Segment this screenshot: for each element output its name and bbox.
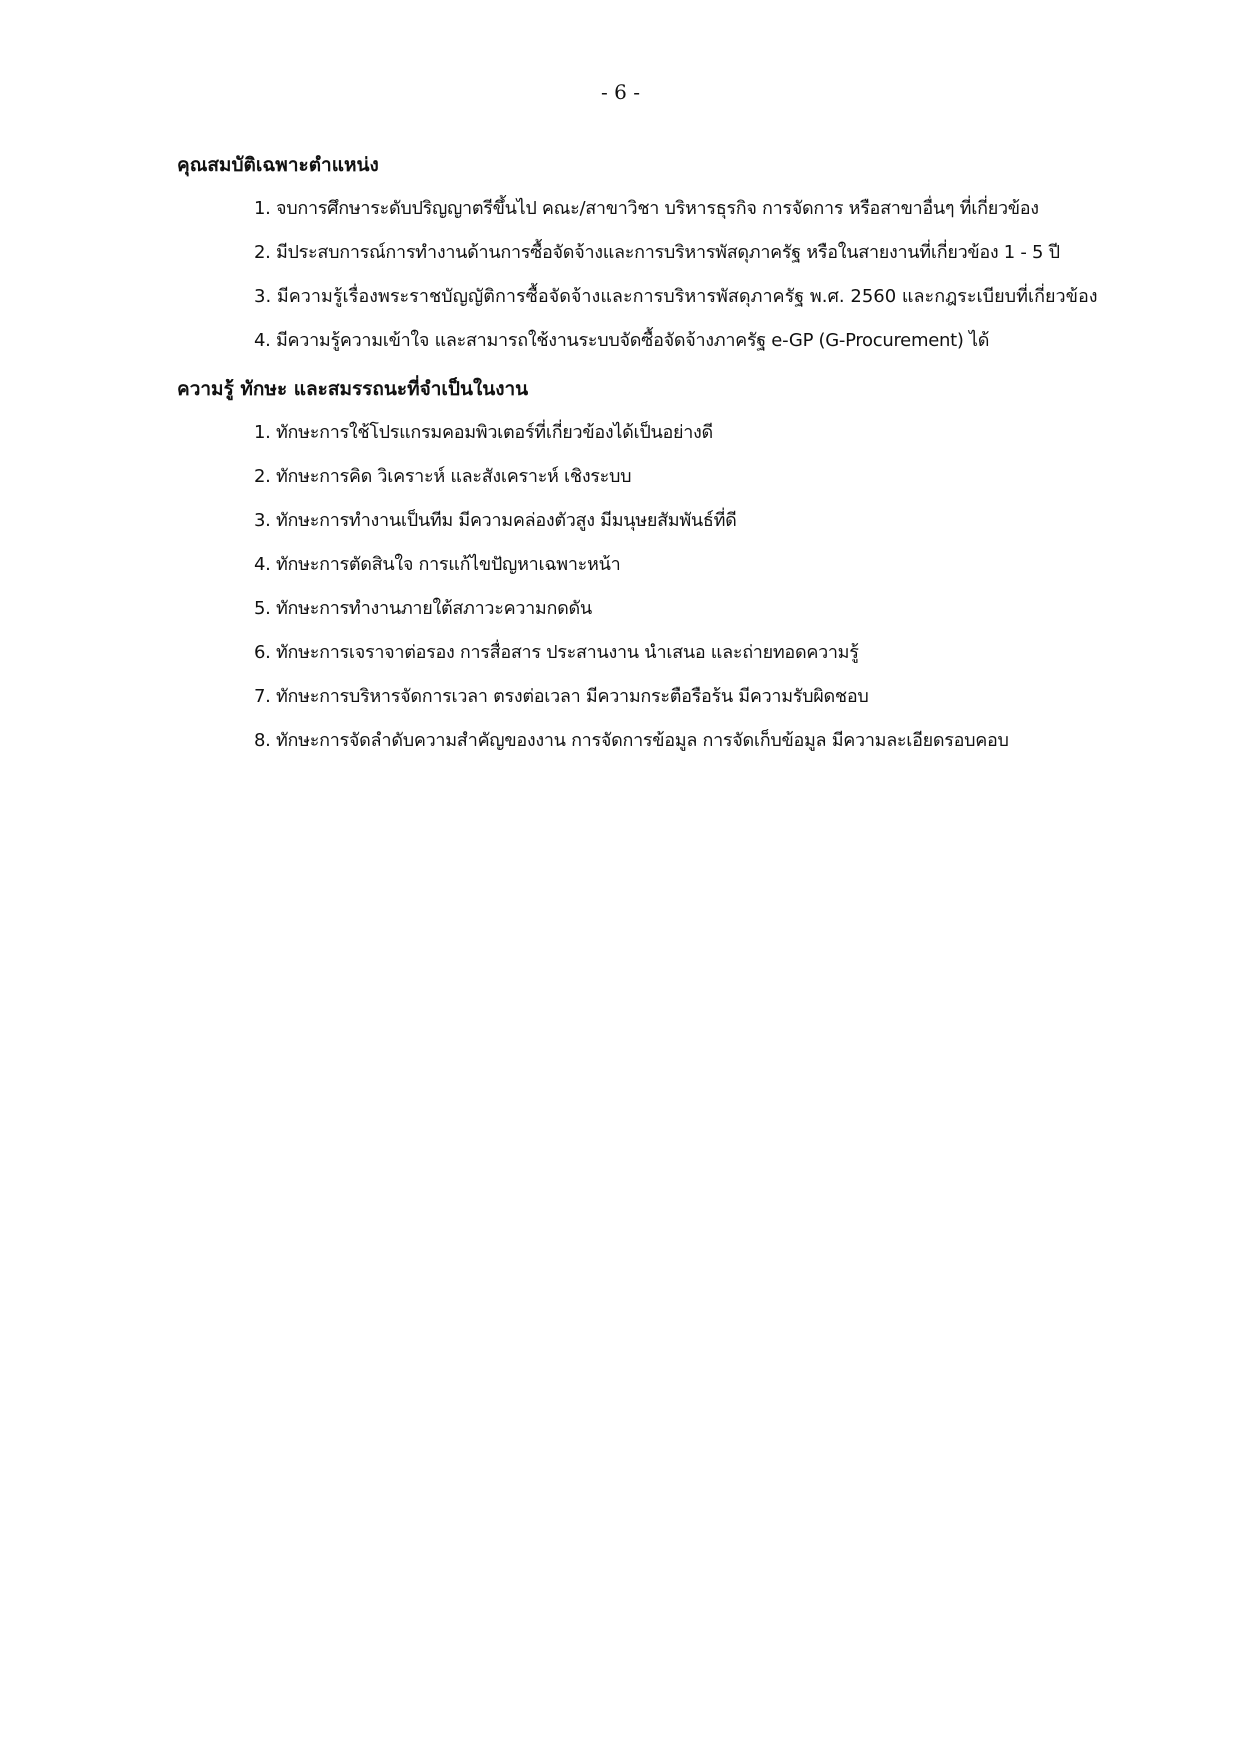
page-number: - 6 -	[601, 80, 640, 104]
qualifications-list	[177, 194, 1117, 356]
qualification-item-2: 2. มีประสบการณ์การทำงานด้านการซื้อจัดจ้างและการบริหารพัสดุภาครัฐ หรือในสายงานที่เกี่ยวข้อง 1 - 5 ปี	[254, 242, 1060, 263]
skill-item-4: 4. ทักษะการตัดสินใจ การแก้ไขปัญหาเฉพาะหน้า	[254, 554, 621, 575]
skill-item-7: 7. ทักษะการบริหารจัดการเวลา ตรงต่อเวลา มีความกระตือรือร้น มีความรับผิดชอบ	[254, 686, 869, 707]
skill-item-2: 2. ทักษะการคิด วิเคราะห์ และสังเคราะห์ เชิงระบบ	[254, 466, 632, 487]
skill-item-5: 5. ทักษะการทำงานภายใต้สภาวะความกดดัน	[254, 598, 592, 619]
skill-item-1: 1. ทักษะการใช้โปรแกรมคอมพิวเตอร์ที่เกี่ยวข้องได้เป็นอย่างดี	[254, 422, 713, 443]
qualifications-heading: คุณสมบัติเฉพาะตำแหน่ง	[177, 154, 379, 176]
skill-item-6: 6. ทักษะการเจราจาต่อรอง การสื่อสาร ประสานงาน นำเสนอ และถ่ายทอดความรู้	[254, 642, 859, 663]
skill-item-8: 8. ทักษะการจัดลำดับความสำคัญของงาน การจัดการข้อมูล การจัดเก็บข้อมูล มีความละเอียดรอบคอบ	[254, 730, 1009, 751]
qualification-item-4: 4. มีความรู้ความเข้าใจ และสามารถใช้งานระบบจัดซื้อจัดจ้างภาครัฐ e-GP (G-Procurement) ได้	[254, 330, 990, 351]
skills-heading: ความรู้ ทักษะ และสมรรถนะที่จำเป็นในงาน	[177, 378, 529, 400]
qualification-item-3: 3. มีความรู้เรื่องพระราชบัญญัติการซื้อจัดจ้างและการบริหารพัสดุภาครัฐ พ.ศ. 2560 และกฎระเบียบที่เกี่ยวข้อง	[254, 286, 1098, 307]
skill-item-3: 3. ทักษะการทำงานเป็นทีม มีความคล่องตัวสูง มีมนุษยสัมพันธ์ที่ดี	[254, 510, 737, 531]
document-body	[177, 150, 1117, 770]
qualification-item-1: 1. จบการศึกษาระดับปริญญาตรีขึ้นไป คณะ/สาขาวิชา บริหารธุรกิจ การจัดการ หรือสาขาอื่นๆ ที่เกี่ยวข้อง	[254, 198, 1039, 219]
skills-list	[177, 418, 1117, 756]
